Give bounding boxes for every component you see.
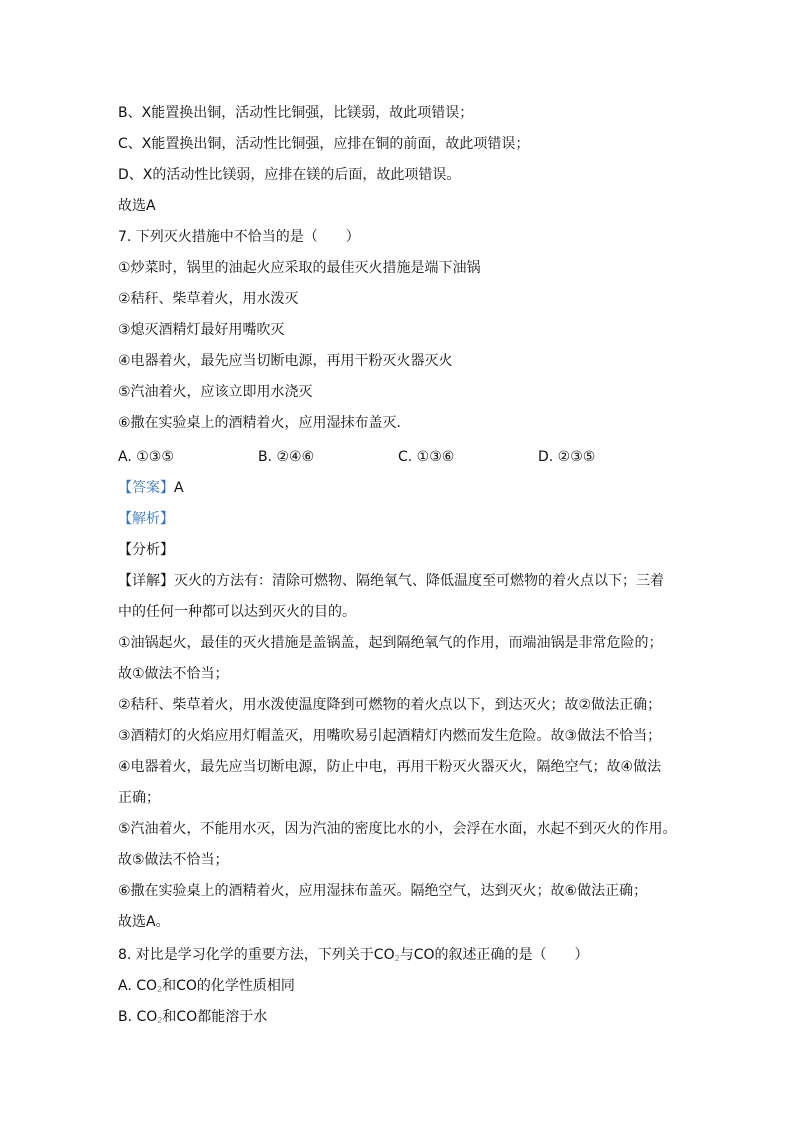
detail-line: ⑥撒在实验桌上的酒精着火，应用湿抹布盖灭。隔绝空气，达到灭火；故⑥做法正确；	[118, 883, 648, 899]
detail-line: ③酒精灯的火焰应用灯帽盖灭，用嘴吹易引起酒精灯内燃而发生危险。故③做法不恰当；	[118, 728, 662, 744]
detail-line	[118, 566, 678, 597]
answer-line	[118, 473, 678, 504]
stem-part: 8. 对比是学习化学的重要方法，下列关于CO	[118, 947, 395, 963]
option-a: A. ①③⑤	[118, 449, 174, 465]
option-text: B. CO	[118, 1009, 158, 1025]
answer-label: 【答案】	[118, 480, 174, 496]
statement: ③熄灭酒精灯最好用嘴吹灭	[118, 322, 285, 338]
detail-line: ②秸秆、柴草着火，用水泼使温度降到可燃物的着火点以下，到达灭火；故②做法正确；	[118, 697, 662, 713]
statement: ⑥撒在实验桌上的酒精着火，应用湿抹布盖灭．	[118, 415, 411, 431]
option-c: C. ①③⑥	[398, 449, 455, 465]
statement: ④电器着火，最先应当切断电源，再用干粉灭火器灭火	[118, 353, 453, 369]
analysis-line: B、X能置换出铜，活动性比铜强，比镁弱，故此项错误；	[118, 105, 474, 121]
option-text: A. CO	[118, 978, 158, 994]
statement: ②秸秆、柴草着火，用水泼灭	[118, 291, 299, 307]
detail-text: 灭火的方法有：清除可燃物、隔绝氧气、降低温度至可燃物的着火点以下；三着	[174, 573, 664, 589]
subscript: 2	[157, 985, 163, 994]
option-b: B. ②④⑥	[258, 449, 315, 465]
detail-line: ①油锅起火，最佳的灭火措施是盖锅盖，起到隔绝氧气的作用，而端油锅是非常危险的；	[118, 635, 663, 651]
detail-line: 故⑤做法不恰当；	[118, 852, 229, 868]
detail-line: 中的任何一种都可以达到灭火的目的。	[118, 604, 356, 620]
option-a	[118, 971, 678, 1002]
statement: ⑤汽油着火，应该立即用水浇灭	[118, 384, 313, 400]
document-page	[118, 98, 678, 1033]
subscript: 2	[394, 954, 400, 963]
statement: ①炒菜时，锅里的油起火应采取的最佳灭火措施是端下油锅	[118, 260, 481, 276]
stem-part: 与CO的叙述正确的是（ ）	[399, 947, 589, 963]
analysis-label: 【解析】	[118, 511, 174, 527]
detail-line: ④电器着火，最先应当切断电源，防止中电，再用干粉灭火器灭火，隔绝空气；故④做法	[118, 759, 662, 775]
analysis-line: C、X能置换出铜，活动性比铜强，应排在铜的前面，故此项错误；	[118, 136, 530, 152]
question-8-stem	[118, 940, 678, 971]
conclusion-line: 故选A	[118, 198, 156, 214]
option-text: 和CO都能溶于水	[162, 1009, 268, 1025]
detail-line: 故选A。	[118, 914, 170, 930]
option-b	[118, 1002, 678, 1033]
subscript: 2	[157, 1016, 163, 1025]
fenxi-label: 【分析】	[118, 542, 174, 558]
answer-options	[118, 442, 678, 473]
option-d: D. ②③⑤	[538, 449, 596, 465]
detail-label: 【详解】	[118, 573, 174, 589]
answer-value: A	[174, 480, 184, 496]
detail-line: ⑤汽油着火，不能用水灭，因为汽油的密度比水的小，会浮在水面，水起不到灭火的作用。	[118, 821, 677, 837]
option-text: 和CO的化学性质相同	[162, 978, 295, 994]
analysis-line: D、X的活动性比镁弱，应排在镁的后面，故此项错误。	[118, 167, 461, 183]
detail-line: 故①做法不恰当；	[118, 666, 229, 682]
question-7-stem: 7. 下列灭火措施中不恰当的是（ ）	[118, 229, 360, 245]
detail-line: 正确；	[118, 790, 160, 806]
